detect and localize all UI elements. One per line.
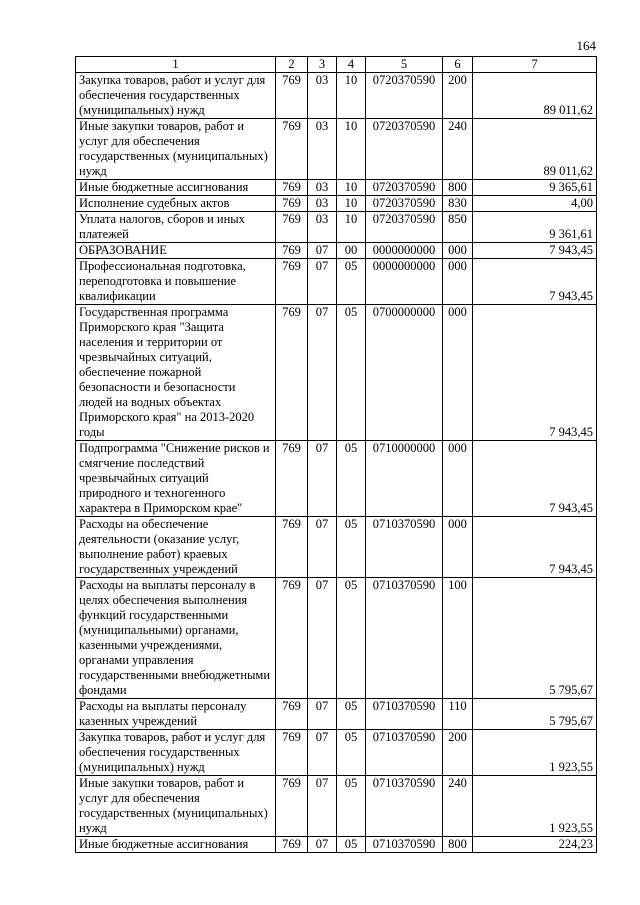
section-code-cell: 07: [308, 517, 337, 578]
expense-name-cell: ОБРАЗОВАНИЕ: [76, 243, 276, 259]
expense-name-cell: Иные бюджетные ассигнования: [76, 180, 276, 196]
expense-type-code-cell: 100: [443, 578, 473, 699]
department-code-cell: 769: [276, 73, 308, 119]
column-number: 4: [337, 57, 366, 73]
expense-type-code-cell: 240: [443, 776, 473, 837]
page-number: 164: [576, 38, 596, 53]
section-code-cell: 03: [308, 212, 337, 243]
expense-type-code-cell: 200: [443, 730, 473, 776]
amount-cell: 7 943,45: [473, 259, 597, 305]
expense-name-cell: Расходы на выплаты персоналу в целях обеспечения выполнения функций государственными (муниципальными) органами, казенными учреждениями, органами управления государственными внебюджетными фондами: [76, 578, 276, 699]
target-item-code-cell: 0720370590: [366, 73, 443, 119]
expense-name-cell: Иные закупки товаров, работ и услуг для обеспечения государственных (муниципальных) нужд: [76, 119, 276, 180]
subsection-code-cell: 05: [337, 578, 366, 699]
column-number: 7: [473, 57, 597, 73]
target-item-code-cell: 0700000000: [366, 305, 443, 441]
amount-cell: 7 943,45: [473, 517, 597, 578]
expense-name-cell: Профессиональная подготовка, переподготовка и повышение квалификации: [76, 259, 276, 305]
expense-name-cell: Государственная программа Приморского края "Защита населения и территории от чрезвычайных ситуаций, обеспечение пожарной безопасности и безопасности людей на водных объектах Приморского края" на 2013-2020 годы: [76, 305, 276, 441]
section-code-cell: 07: [308, 259, 337, 305]
amount-cell: 89 011,62: [473, 119, 597, 180]
table-row: [76, 196, 597, 212]
amount-cell: 7 943,45: [473, 441, 597, 517]
section-code-cell: 07: [308, 776, 337, 837]
subsection-code-cell: 05: [337, 517, 366, 578]
subsection-code-cell: 10: [337, 119, 366, 180]
amount-cell: 7 943,45: [473, 305, 597, 441]
target-item-code-cell: 0710370590: [366, 517, 443, 578]
column-number: 6: [443, 57, 473, 73]
expense-name-cell: Иные закупки товаров, работ и услуг для обеспечения государственных (муниципальных) нужд: [76, 776, 276, 837]
expense-name-cell: Иные бюджетные ассигнования: [76, 837, 276, 853]
section-code-cell: 07: [308, 578, 337, 699]
expense-name-cell: Исполнение судебных актов: [76, 196, 276, 212]
table-row: [76, 776, 597, 837]
section-code-cell: 07: [308, 441, 337, 517]
subsection-code-cell: 10: [337, 212, 366, 243]
target-item-code-cell: 0720370590: [366, 180, 443, 196]
table-row: [76, 243, 597, 259]
subsection-code-cell: 10: [337, 196, 366, 212]
expense-type-code-cell: 800: [443, 837, 473, 853]
amount-cell: 224,23: [473, 837, 597, 853]
table-row: [76, 517, 597, 578]
expense-type-code-cell: 830: [443, 196, 473, 212]
amount-cell: 1 923,55: [473, 776, 597, 837]
subsection-code-cell: 05: [337, 259, 366, 305]
target-item-code-cell: 0710370590: [366, 837, 443, 853]
subsection-code-cell: 05: [337, 837, 366, 853]
column-number: 2: [276, 57, 308, 73]
department-code-cell: 769: [276, 730, 308, 776]
amount-cell: 9 361,61: [473, 212, 597, 243]
section-code-cell: 07: [308, 730, 337, 776]
table-row: [76, 305, 597, 441]
table-row: [76, 212, 597, 243]
department-code-cell: 769: [276, 699, 308, 730]
expense-type-code-cell: 240: [443, 119, 473, 180]
target-item-code-cell: 0720370590: [366, 196, 443, 212]
target-item-code-cell: 0720370590: [366, 212, 443, 243]
department-code-cell: 769: [276, 305, 308, 441]
section-code-cell: 07: [308, 305, 337, 441]
table-row: [76, 441, 597, 517]
subsection-code-cell: 05: [337, 699, 366, 730]
section-code-cell: 03: [308, 119, 337, 180]
department-code-cell: 769: [276, 212, 308, 243]
expense-name-cell: Расходы на выплаты персоналу казенных учреждений: [76, 699, 276, 730]
subsection-code-cell: 10: [337, 180, 366, 196]
expense-name-cell: Закупка товаров, работ и услуг для обеспечения государственных (муниципальных) нужд: [76, 73, 276, 119]
budget-table: [75, 56, 597, 853]
amount-cell: 5 795,67: [473, 578, 597, 699]
department-code-cell: 769: [276, 180, 308, 196]
table-body: [76, 57, 597, 853]
expense-type-code-cell: 000: [443, 305, 473, 441]
department-code-cell: 769: [276, 776, 308, 837]
amount-cell: 7 943,45: [473, 243, 597, 259]
expense-type-code-cell: 000: [443, 243, 473, 259]
column-number: 1: [76, 57, 276, 73]
target-item-code-cell: 0000000000: [366, 243, 443, 259]
subsection-code-cell: 05: [337, 305, 366, 441]
expense-type-code-cell: 110: [443, 699, 473, 730]
section-code-cell: 07: [308, 699, 337, 730]
expense-name-cell: Подпрограмма "Снижение рисков и смягчение последствий чрезвычайных ситуаций природного и техногенного характера в Приморском крае": [76, 441, 276, 517]
expense-type-code-cell: 000: [443, 517, 473, 578]
amount-cell: 89 011,62: [473, 73, 597, 119]
target-item-code-cell: 0710370590: [366, 578, 443, 699]
section-code-cell: 03: [308, 196, 337, 212]
department-code-cell: 769: [276, 517, 308, 578]
department-code-cell: 769: [276, 243, 308, 259]
column-number: 3: [308, 57, 337, 73]
table-row: [76, 578, 597, 699]
section-code-cell: 03: [308, 73, 337, 119]
expense-type-code-cell: 000: [443, 259, 473, 305]
expense-type-code-cell: 000: [443, 441, 473, 517]
amount-cell: 9 365,61: [473, 180, 597, 196]
section-code-cell: 03: [308, 180, 337, 196]
subsection-code-cell: 05: [337, 441, 366, 517]
table-row: [76, 119, 597, 180]
table-row: [76, 837, 597, 853]
department-code-cell: 769: [276, 578, 308, 699]
target-item-code-cell: 0720370590: [366, 119, 443, 180]
table-row: [76, 699, 597, 730]
expense-type-code-cell: 850: [443, 212, 473, 243]
expense-name-cell: Уплата налогов, сборов и иных платежей: [76, 212, 276, 243]
section-code-cell: 07: [308, 243, 337, 259]
table-row: [76, 730, 597, 776]
amount-cell: 4,00: [473, 196, 597, 212]
expense-name-cell: Расходы на обеспечение деятельности (оказание услуг, выполнение работ) краевых государственных учреждений: [76, 517, 276, 578]
department-code-cell: 769: [276, 837, 308, 853]
table-row: [76, 259, 597, 305]
department-code-cell: 769: [276, 441, 308, 517]
target-item-code-cell: 0710000000: [366, 441, 443, 517]
subsection-code-cell: 10: [337, 73, 366, 119]
column-number-row: [76, 57, 597, 73]
column-number: 5: [366, 57, 443, 73]
target-item-code-cell: 0710370590: [366, 699, 443, 730]
target-item-code-cell: 0000000000: [366, 259, 443, 305]
department-code-cell: 769: [276, 196, 308, 212]
target-item-code-cell: 0710370590: [366, 776, 443, 837]
table-row: [76, 73, 597, 119]
department-code-cell: 769: [276, 259, 308, 305]
expense-name-cell: Закупка товаров, работ и услуг для обеспечения государственных (муниципальных) нужд: [76, 730, 276, 776]
subsection-code-cell: 05: [337, 730, 366, 776]
table-row: [76, 180, 597, 196]
target-item-code-cell: 0710370590: [366, 730, 443, 776]
amount-cell: 1 923,55: [473, 730, 597, 776]
amount-cell: 5 795,67: [473, 699, 597, 730]
subsection-code-cell: 05: [337, 776, 366, 837]
expense-type-code-cell: 200: [443, 73, 473, 119]
subsection-code-cell: 00: [337, 243, 366, 259]
section-code-cell: 07: [308, 837, 337, 853]
department-code-cell: 769: [276, 119, 308, 180]
expense-type-code-cell: 800: [443, 180, 473, 196]
